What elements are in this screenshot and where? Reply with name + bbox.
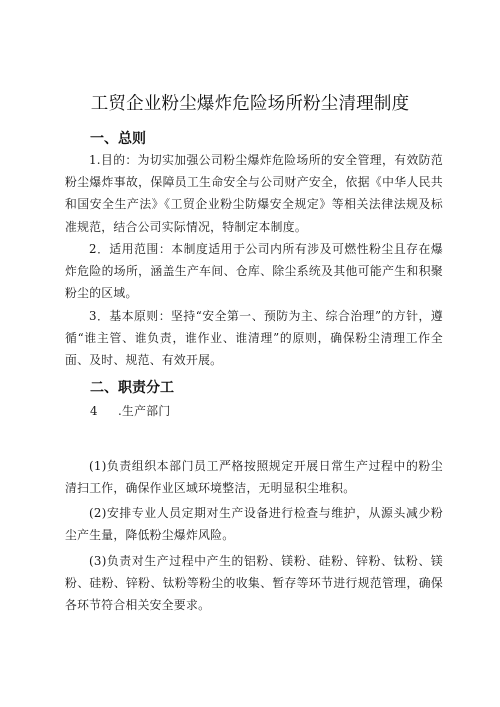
paragraph-purpose: 1.目的：为切实加强公司粉尘爆炸危险场所的安全管理，有效防范粉尘爆炸事故，保障员工生命安全与公司财产安全，依据《中华人民共和国安全生产法》《工贸企业粉尘防爆安全规定》等相关法律法规及标准规范，结合公司实际情况，特制定本制度。: [65, 153, 443, 234]
section-heading-responsibilities: 二、职责分工: [90, 380, 174, 396]
paragraph-scope: 2．适用范围：本制度适用于公司内所有涉及可燃性粉尘且存在爆炸危险的场所，涵盖生产车间、仓库、除尘系统及其他可能产生和积聚粉尘的区域。: [65, 242, 443, 301]
duty-2: (2)安排专业人员定期对生产设备进行检查与维护，从源头减少粉尘产生量，降低粉尘爆炸风险。: [65, 506, 443, 543]
item-number: 4: [90, 404, 98, 418]
duty-3: (3)负责对生产过程中产生的铝粉、镁粉、硅粉、锌粉、钛粉、镁粉、硅粉、锌粉、钛粉等粉尘的收集、暂存等环节进行规范管理，确保各环节符合相关安全要求。: [65, 554, 443, 613]
duty-1: (1)负责组织本部门员工严格按照规定开展日常生产过程中的粉尘清扫工作，确保作业区域环境整洁，无明显积尘堆积。: [65, 459, 443, 496]
item-production-department: [90, 402, 170, 419]
item-label: .生产部门: [118, 404, 171, 418]
document-title: 工贸企业粉尘爆炸危险场所粉尘清理制度: [90, 94, 410, 114]
section-heading-general: 一、总则: [90, 131, 146, 147]
paragraph-principles: 3．基本原则：坚持“安全第一、预防为主、综合治理”的方针，遵循“谁主管、谁负责，谁作业、谁清理”的原则，确保粉尘清理工作全面、及时、规范、有效开展。: [65, 309, 443, 368]
